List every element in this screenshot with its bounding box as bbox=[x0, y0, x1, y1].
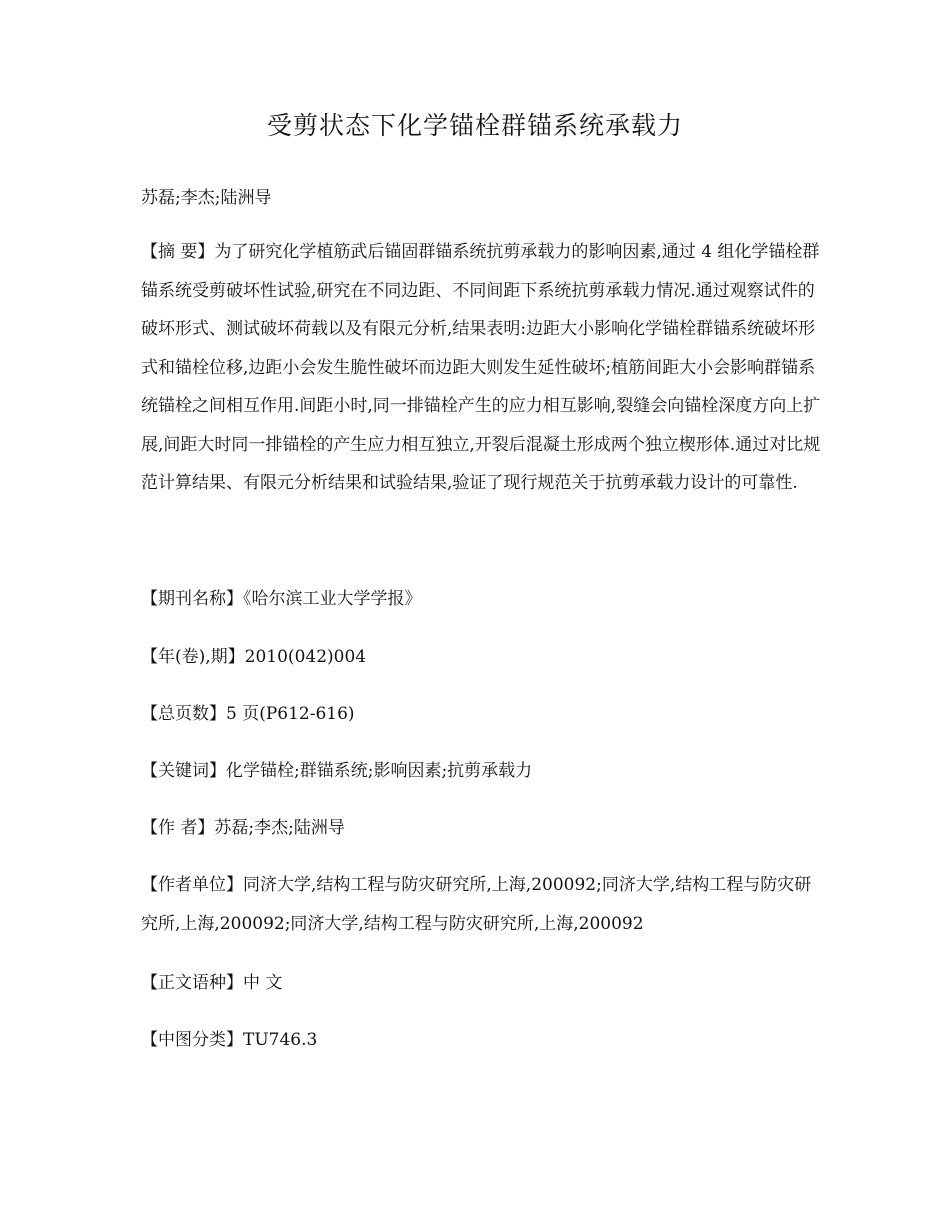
affiliation-field bbox=[141, 866, 821, 943]
language-value: 中 文 bbox=[243, 973, 283, 993]
author-value: 苏磊;李杰;陆洲导 bbox=[214, 818, 345, 838]
classification-field bbox=[141, 1021, 821, 1060]
classification-value: TU746.3 bbox=[243, 1030, 318, 1050]
pages-value: 5 页(P612-616) bbox=[226, 704, 355, 724]
abstract-label: 【摘 要】 bbox=[141, 242, 215, 262]
abstract-text: 为了研究化学植筋武后锚固群锚系统抗剪承载力的影响因素,通过 4 组化学锚栓群锚系统受剪破坏性试验,研究在不同边距、不同间距下系统抗剪承载力情况.通过观察试件的破坏形式、测试破坏荷载以及有限元分析,结果表明:边距大小影响化学锚栓群锚系统破坏形式和锚栓位移,边距小会发生脆性破坏而边距大则发生延性破坏;植筋间距大小会影响群锚系统锚栓之间相互作用.间距小时,同一排锚栓产生的应力相互影响,裂缝会向锚栓深度方向上扩展,间距大时同一排锚栓的产生应力相互独立,开裂后混凝土形成两个独立楔形体.通过对比规范计算结果、有限元分析结果和试验结果,验证了现行规范关于抗剪承载力设计的可靠性. bbox=[141, 242, 821, 493]
pages-label: 【总页数】 bbox=[141, 704, 226, 724]
year-label: 【年(卷),期】 bbox=[141, 647, 245, 667]
pages-field bbox=[141, 695, 821, 734]
journal-field bbox=[141, 580, 821, 619]
abstract-field bbox=[141, 233, 821, 503]
journal-value: 《哈尔滨工业大学学报》 bbox=[243, 589, 422, 609]
keywords-label: 【关键词】 bbox=[141, 761, 226, 781]
affiliation-label: 【作者单位】 bbox=[141, 875, 243, 895]
authors-line: 苏磊;李杰;陆洲导 bbox=[141, 188, 272, 208]
author-field bbox=[141, 809, 821, 848]
keywords-value: 化学锚栓;群锚系统;影响因素;抗剪承载力 bbox=[226, 761, 533, 781]
year-value: 2010(042)004 bbox=[244, 647, 367, 667]
keywords-field bbox=[141, 752, 821, 791]
journal-label: 【期刊名称】 bbox=[141, 589, 243, 609]
affiliation-value: 同济大学,结构工程与防灾研究所,上海,200092;同济大学,结构工程与防灾研究所,上海,200092;同济大学,结构工程与防灾研究所,上海,200092 bbox=[141, 875, 812, 934]
classification-label: 【中图分类】 bbox=[141, 1030, 243, 1050]
year-field bbox=[141, 638, 821, 677]
author-label: 【作 者】 bbox=[141, 818, 215, 838]
document-title: 受剪状态下化学锚栓群锚系统承载力 bbox=[266, 111, 683, 140]
language-field bbox=[141, 964, 821, 1003]
language-label: 【正文语种】 bbox=[141, 973, 243, 993]
